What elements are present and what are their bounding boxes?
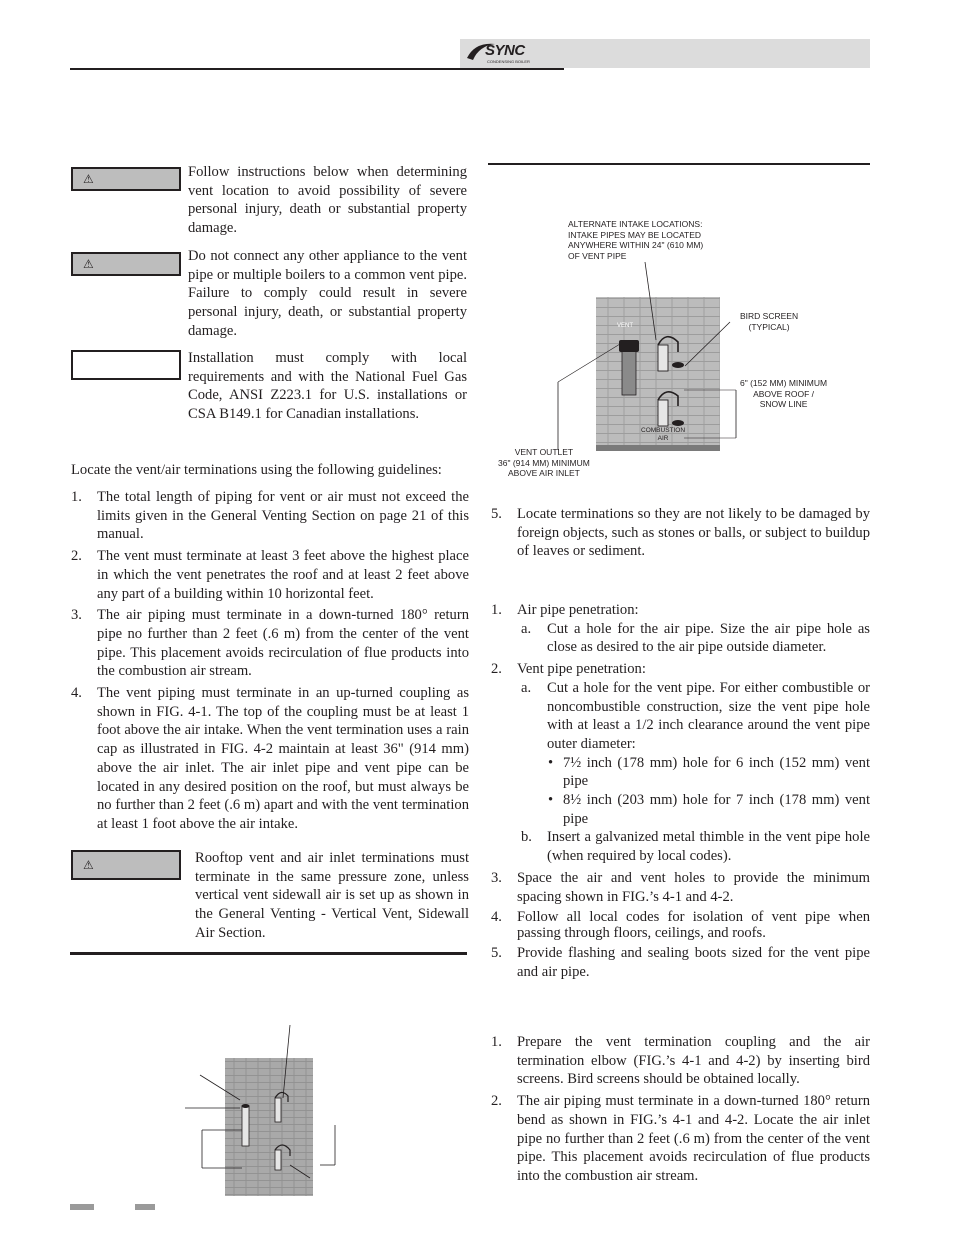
caution-text	[195, 849, 469, 943]
logo-text: SYNC	[485, 42, 525, 59]
warning-triangle-icon: ⚠	[83, 172, 94, 186]
item-text: Locate terminations so they are not likely to be damaged by foreign objects, such as stones or balls, or subject to buildup of leaves or sediment.	[517, 506, 870, 560]
guideline-item	[71, 606, 469, 681]
notice-callout	[71, 350, 181, 380]
item-text: Provide flashing and sealing boots sized for the vent pipe and air pipe.	[517, 945, 870, 980]
list-item	[491, 1092, 870, 1186]
item-text: The vent must terminate at least 3 feet above the highest place in which the vent penetrates the roof and at least 2 feet above any part of a building within 10 horizontal feet.	[97, 548, 469, 602]
item-number: 5.	[491, 506, 502, 522]
bullet-item	[491, 754, 870, 791]
warning-text-2	[188, 247, 467, 341]
item-number: a.	[521, 679, 532, 696]
item-text: The vent piping must terminate in an up-turned coupling as shown in FIG. 4-1. The top of the coupling must be at least 1 foot above the air intake. When the vent termination uses a rain cap as illustrated in FIG. 4-2 maintain at least 36" (914 mm) above the air inlet. The air inlet pipe and vent pipe can be located in any desired position on the roof, but must always be no further than 2 feet (.6 m) apart and with the vent termination at least 1 foot above the air intake.	[97, 685, 469, 832]
air-pipe-upper	[275, 1098, 281, 1122]
item-number: 2.	[71, 548, 82, 565]
caution-callout	[71, 850, 181, 880]
list-item	[491, 869, 870, 906]
roof-surface	[225, 1058, 313, 1196]
item-number: 2.	[491, 1093, 502, 1110]
vent-label: VENT	[617, 323, 634, 329]
warning-paragraph-2: Do not connect any other appliance to the vent pipe or multiple boilers to a common vent pipe. Failure to comply could result in severe personal injury, death, or substantial property damage.	[188, 248, 467, 339]
warning-triangle-icon: ⚠	[83, 257, 94, 271]
section-rule-left	[70, 952, 467, 955]
warning-callout-2	[71, 252, 181, 276]
min-roof-label: 6" (152 MM) MINIMUM ABOVE ROOF / SNOW LINE	[740, 378, 828, 409]
item-number: b.	[521, 829, 532, 846]
item-text: Follow all local codes for isolation of vent pipe when passing through floors, ceilings, and roofs.	[517, 909, 870, 942]
warning-triangle-icon: ⚠	[83, 858, 94, 872]
bird-screen-label: BIRD SCREEN (TYPICAL)	[740, 311, 799, 332]
warning-callout-1	[71, 167, 181, 191]
item-text: The air piping must terminate in a down-turned 180° return pipe no further than 2 feet (.6 m) from the center of the vent pipe. This placement avoids recirculation of flue products into the combustion air stream.	[97, 607, 469, 680]
item-text: 7½ inch (178 mm) hole for 6 inch (152 mm) vent pipe	[563, 754, 870, 790]
warning-text-1	[188, 163, 467, 238]
item-text: Prepare the vent termination coupling and the air termination elbow (FIG.’s 4-1 and 4-2) by inserting bird screens. Bird screens should be obtained locally.	[517, 1034, 870, 1088]
rain-cap	[619, 340, 639, 352]
vent-outlet-label: VENT OUTLET 36" (914 MM) MINIMUM ABOVE AIR INLET	[498, 447, 590, 478]
footer-mark-right	[135, 1204, 155, 1210]
item-text: The total length of piping for vent or air must not exceed the limits given in the General Venting Section on page 21 of this manual.	[97, 489, 469, 543]
air-pipe-lower	[275, 1150, 281, 1170]
right-item-5	[491, 505, 870, 561]
guidelines-list	[71, 488, 469, 834]
roof-termination-figure-small	[180, 1020, 350, 1200]
list-item	[491, 601, 870, 620]
warning-paragraph-1: Follow instructions below when determining vent location to avoid possibility of severe personal injury, death or substantial property damage.	[188, 164, 467, 237]
list-item	[491, 660, 870, 679]
guideline-item	[71, 684, 469, 834]
notice-text	[188, 349, 467, 424]
alt-air-pipe	[658, 345, 668, 371]
logo-subtext: CONDENSING BOILER	[487, 59, 530, 64]
bullet-icon: •	[548, 754, 554, 771]
item-number: 1.	[491, 602, 502, 618]
item-number: 3.	[71, 607, 82, 624]
caution-paragraph: Rooftop vent and air inlet terminations must terminate in the same pressure zone, unless vertical vent sidewall air is set up as shown in the General Venting - Vertical Vent, Sidewall Air Section.	[195, 850, 469, 941]
item-number: 4.	[71, 685, 82, 702]
section-rule-right	[488, 163, 870, 165]
item-number: 5.	[491, 945, 502, 962]
combustion-air-label: COMBUSTION AIR	[641, 427, 686, 442]
list-item	[491, 1033, 870, 1089]
item-number: 3.	[491, 869, 502, 886]
vent-pipe	[622, 350, 636, 395]
penetration-list	[491, 601, 870, 982]
item-number: 1.	[71, 489, 82, 505]
footer-mark-left	[70, 1204, 94, 1210]
air-pipe	[658, 400, 668, 426]
item-text: Cut a hole for the vent pipe. For either combustible or noncombustible construction, size the vent pipe hole with at least a 1/2 inch clearance around the vent pipe outer diameter:	[547, 679, 870, 752]
item-number: 4.	[491, 909, 502, 926]
item-text: Space the air and vent holes to provide the minimum spacing shown in FIG.’s 4-1 and 4-2.	[517, 869, 870, 905]
item-number: a.	[521, 620, 532, 637]
guideline-item	[71, 488, 469, 544]
vent-pipe	[242, 1106, 249, 1146]
sync-logo	[465, 40, 535, 66]
locate-intro-text: Locate the vent/air terminations using the following guidelines:	[71, 462, 442, 478]
sub-item	[491, 679, 870, 754]
item-text: The air piping must terminate in a down-turned 180° return bend as shown in FIG.’s 4-1 and 4-2. Locate the air inlet pipe no further than 2 feet (.6 m) from the center of the vent pipe. This placement avoids recirculation of flue products into the combustion air stream.	[517, 1093, 870, 1184]
notice-paragraph: Installation must comply with local requirements and with the National Fuel Gas Code, ANSI Z223.1 for U.S. installations or CSA B149.1 for Canadian installations.	[188, 350, 467, 423]
bullet-icon: •	[548, 792, 554, 809]
header-rule	[70, 68, 564, 70]
bullet-item	[491, 791, 870, 828]
item-number: 1.	[491, 1034, 502, 1050]
list-item	[491, 944, 870, 981]
item-text: Vent pipe penetration:	[517, 661, 646, 678]
list-item	[491, 909, 870, 941]
item-text: Cut a hole for the air pipe. Size the air pipe hole as close as desired to the air pipe outside diameter.	[547, 620, 870, 656]
locate-intro	[71, 461, 467, 480]
prepare-list	[491, 1033, 870, 1186]
item-text: Insert a galvanized metal thimble in the vent pipe hole (when required by local codes).	[547, 829, 870, 865]
alt-intake-label: ALTERNATE INTAKE LOCATIONS: INTAKE PIPES MAY BE LOCATED ANYWHERE WITHIN 24" (610 MM) OF VENT PIPE	[568, 219, 704, 261]
item-number: 2.	[491, 661, 502, 678]
item-text: Air pipe penetration:	[517, 602, 639, 618]
item-text: 8½ inch (203 mm) hole for 7 inch (178 mm) vent pipe	[563, 792, 870, 827]
guideline-item	[71, 547, 469, 603]
list-item	[491, 505, 870, 561]
sub-item	[491, 828, 870, 865]
sub-item	[491, 620, 870, 657]
